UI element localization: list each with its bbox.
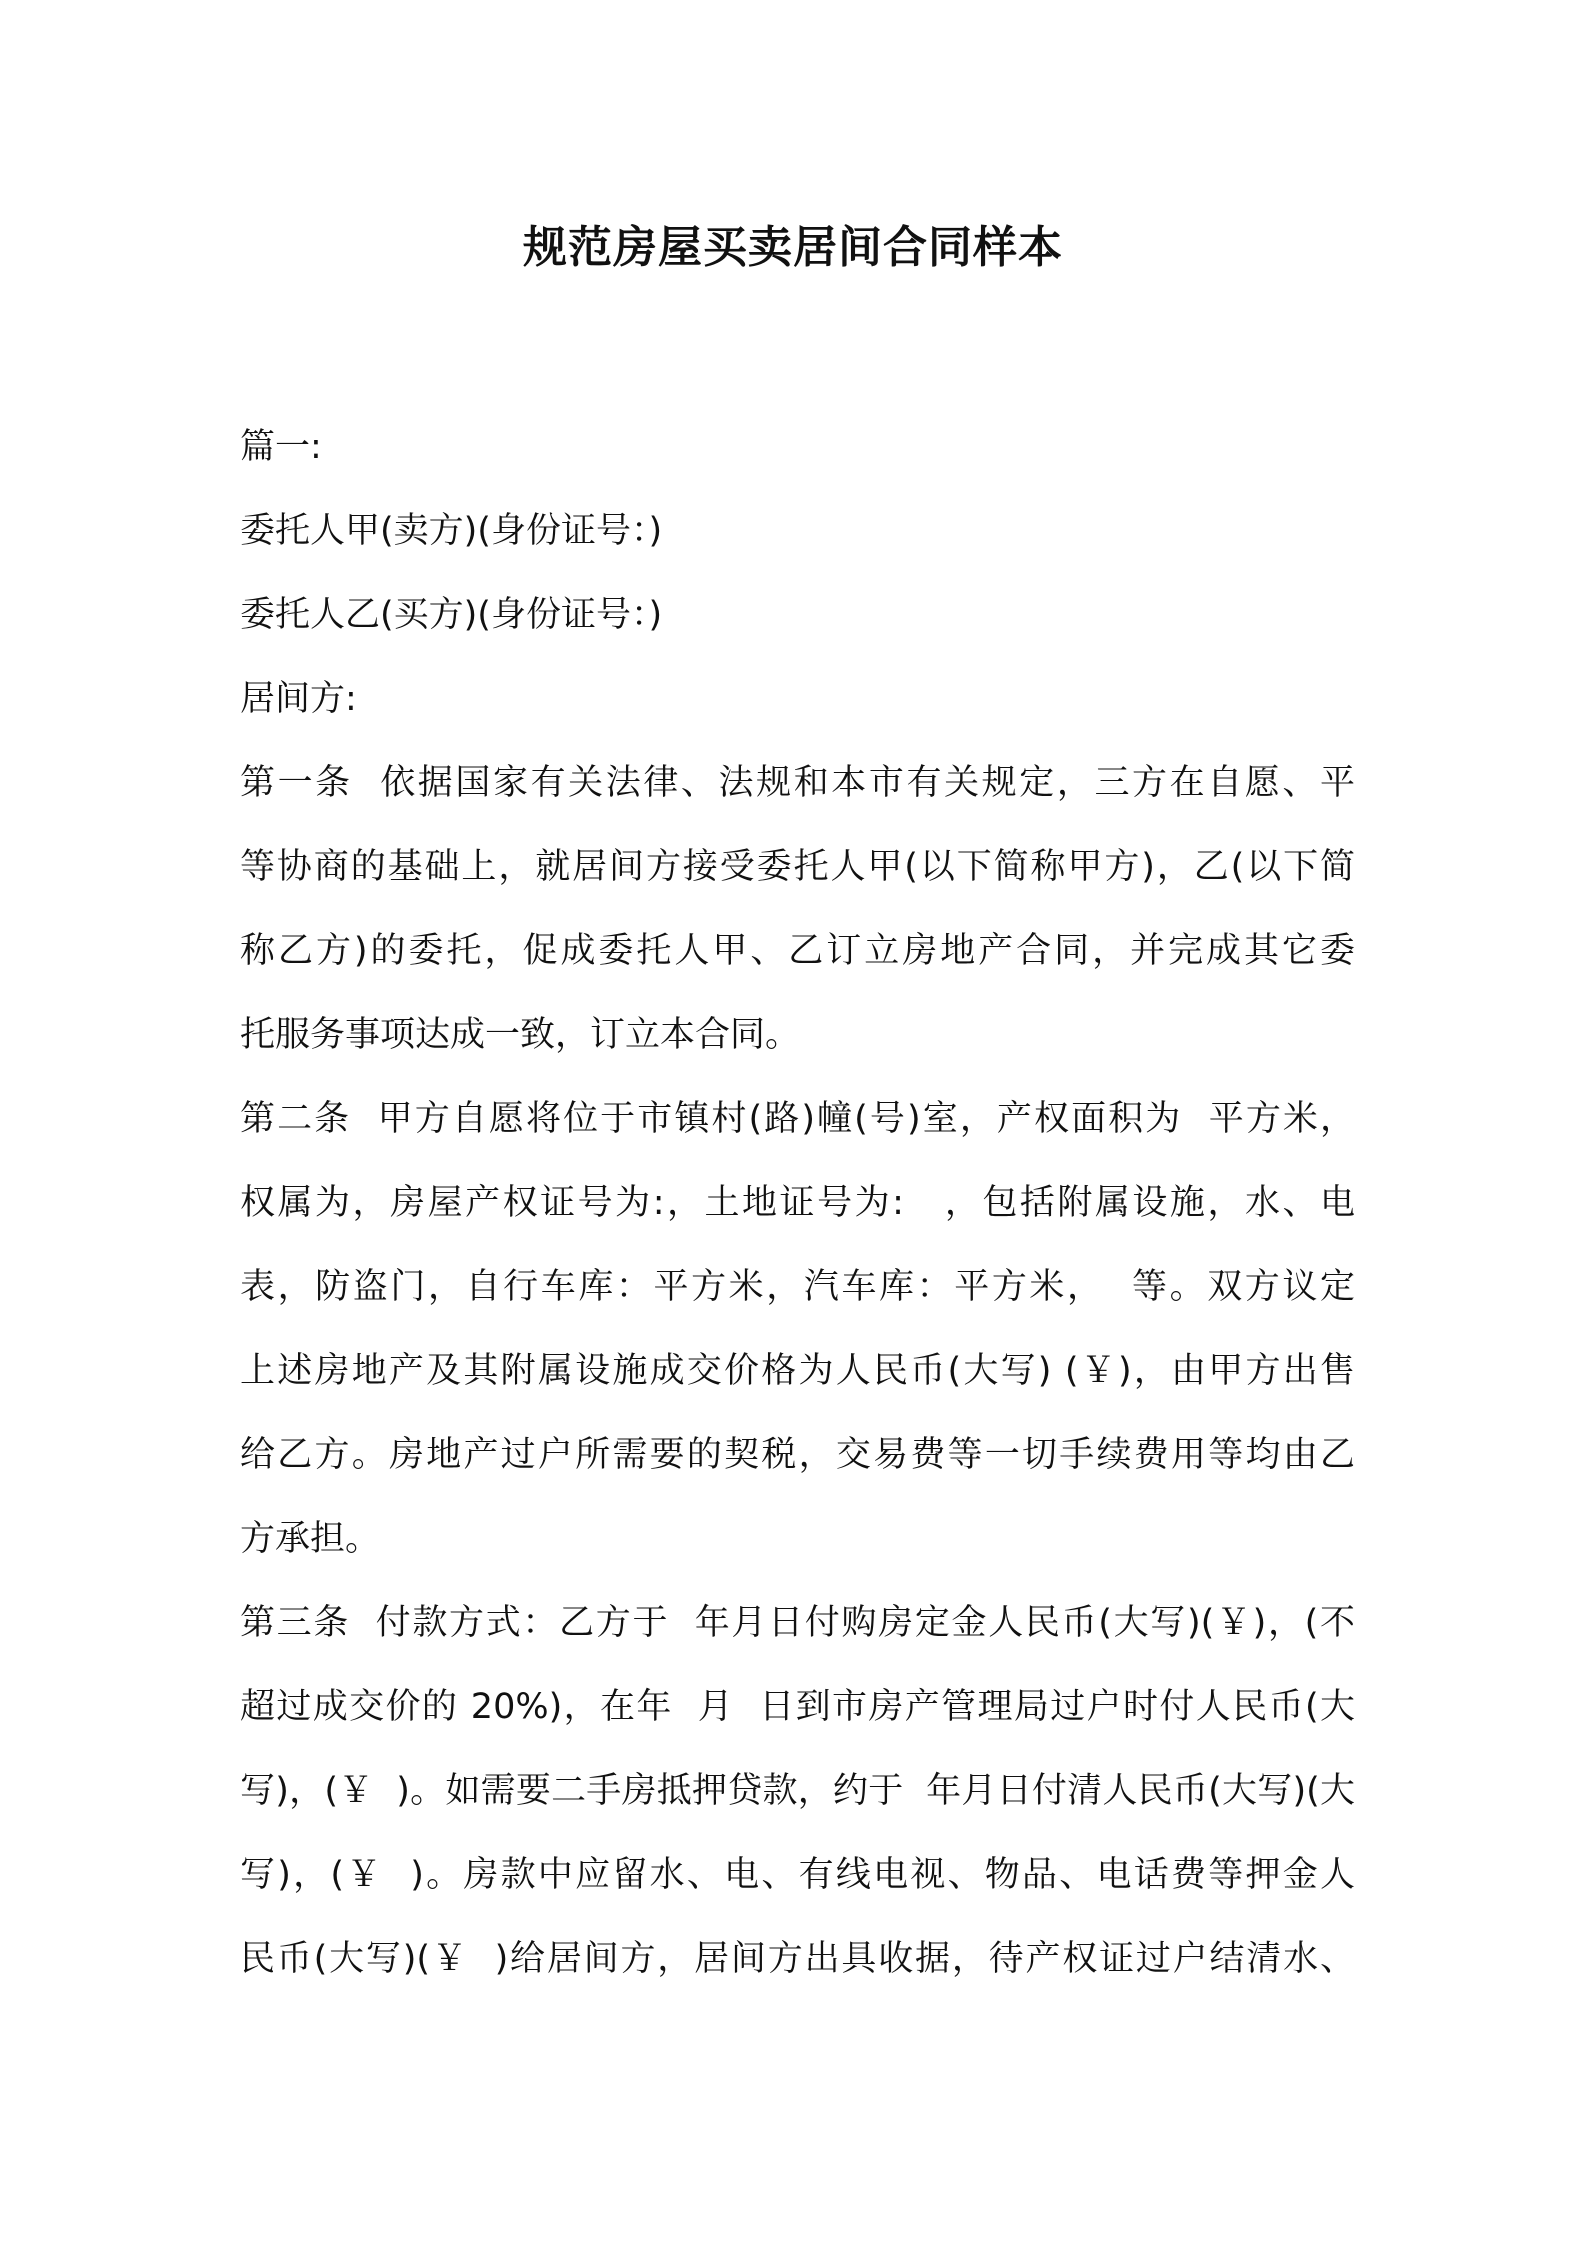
article-1-line: 第一条 依据国家有关法律、法规和本市有关规定，三方在自愿、平 (240, 763, 1355, 803)
article-1-line: 托服务事项达成一致，订立本合同。 (240, 1015, 801, 1055)
article-3-line: 超过成交价的 20%)，在年 月 日到市房产管理局过户时付人民币(大 (240, 1687, 1355, 1727)
article-3-line: 写)，(￥ )。房款中应留水、电、有线电视、物品、电话费等押金人 (240, 1855, 1355, 1895)
party-a-line: 委托人甲(卖方)(身份证号：) (240, 511, 663, 551)
article-3-line: 民币(大写)(￥ )给居间方，居间方出具收据，待产权证过户结清水、 (240, 1939, 1355, 1979)
article-2-line: 权属为，房屋产权证号为:，土地证号为: ，包括附属设施，水、电 (240, 1183, 1355, 1223)
party-b-line: 委托人乙(买方)(身份证号：) (240, 595, 663, 635)
article-2-line: 上述房地产及其附属设施成交价格为人民币(大写) (￥)，由甲方出售 (240, 1351, 1355, 1391)
article-2-line: 第二条 甲方自愿将位于市镇村(路)幢(号)室，产权面积为 平方米， (240, 1099, 1355, 1139)
document-title: 规范房屋买卖居间合同样本 (523, 222, 1063, 273)
article-2-line: 方承担。 (240, 1519, 381, 1559)
document-body (240, 405, 1355, 2001)
intermediary-line: 居间方: (240, 679, 357, 719)
article-2-line: 表，防盗门，自行车库：平方米，汽车库：平方米， 等。双方议定 (240, 1267, 1355, 1307)
article-1-line: 等协商的基础上，就居间方接受委托人甲(以下简称甲方)，乙(以下简 (240, 847, 1355, 887)
article-3-line: 写)，(￥ )。如需要二手房抵押贷款，约于 年月日付清人民币(大写)(大 (240, 1771, 1355, 1811)
article-2-line: 给乙方。房地产过户所需要的契税，交易费等一切手续费用等均由乙 (240, 1435, 1355, 1475)
article-1-line: 称乙方)的委托，促成委托人甲、乙订立房地产合同，并完成其它委 (240, 931, 1355, 971)
section-heading: 篇一: (240, 427, 322, 467)
article-3-line: 第三条 付款方式：乙方于 年月日付购房定金人民币(大写)(￥)，(不 (240, 1603, 1355, 1643)
